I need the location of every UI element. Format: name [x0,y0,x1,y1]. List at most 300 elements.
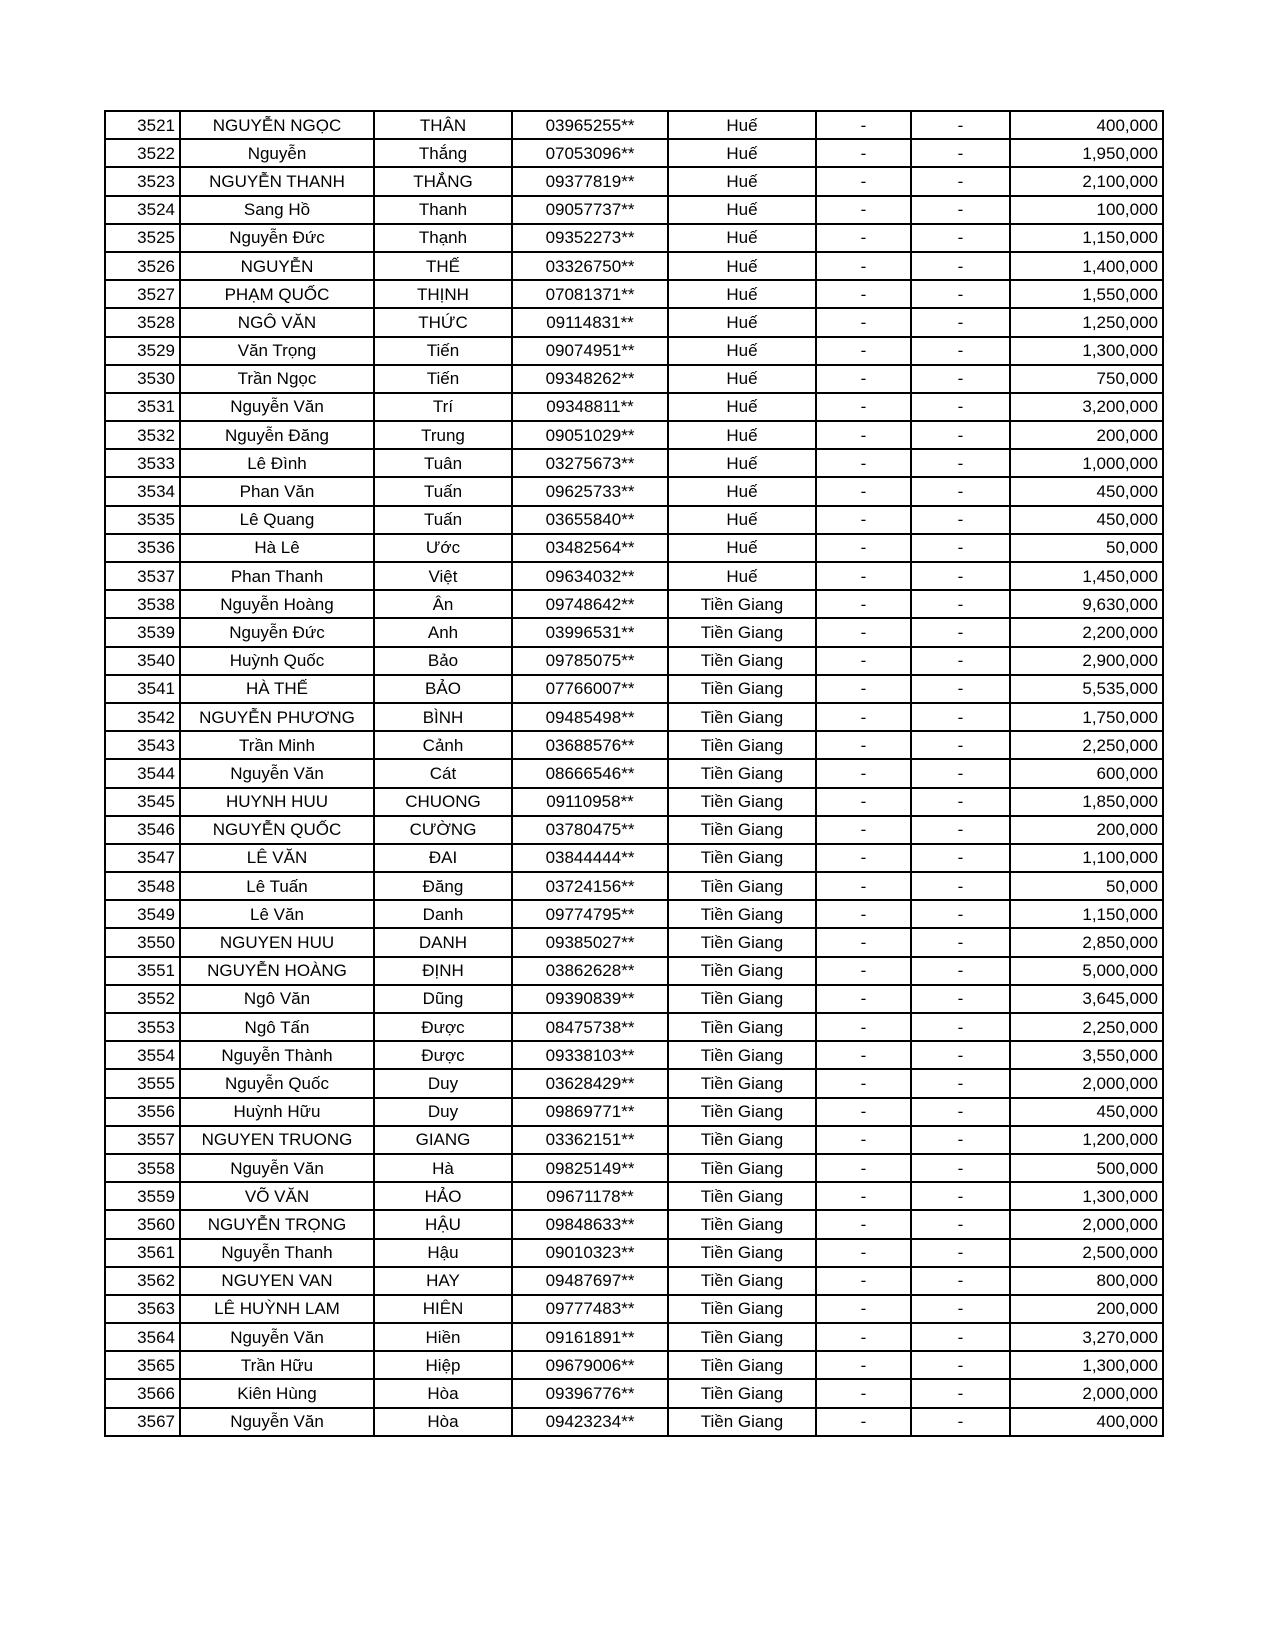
donor-list-table-body [105,111,1163,1436]
last-name-cell: BÌNH [374,703,512,731]
dash-column-1-cell: - [816,1069,911,1097]
province-cell: Tiền Giang [668,647,816,675]
province-cell: Huế [668,224,816,252]
amount-cell: 2,250,000 [1010,1013,1163,1041]
dash-column-1-cell: - [816,872,911,900]
phone-cell: 09114831** [512,308,668,336]
province-cell: Huế [668,252,816,280]
province-cell: Tiền Giang [668,675,816,703]
province-cell: Huế [668,337,816,365]
first-name-cell: Nguyễn Văn [180,393,374,421]
table-row [105,1126,1163,1154]
dash-column-2-cell: - [911,816,1010,844]
row-id-cell: 3535 [105,506,180,534]
province-cell: Huế [668,562,816,590]
phone-cell: 09390839** [512,985,668,1013]
row-id-cell: 3547 [105,844,180,872]
dash-column-1-cell: - [816,1154,911,1182]
table-row [105,1323,1163,1351]
amount-cell: 450,000 [1010,1098,1163,1126]
phone-cell: 09396776** [512,1379,668,1407]
dash-column-2-cell: - [911,731,1010,759]
row-id-cell: 3548 [105,872,180,900]
phone-cell: 09671178** [512,1182,668,1210]
amount-cell: 1,300,000 [1010,337,1163,365]
phone-cell: 03965255** [512,111,668,139]
dash-column-1-cell: - [816,844,911,872]
phone-cell: 09385027** [512,928,668,956]
table-row [105,731,1163,759]
dash-column-1-cell: - [816,196,911,224]
province-cell: Tiền Giang [668,1182,816,1210]
province-cell: Huế [668,506,816,534]
table-row [105,675,1163,703]
first-name-cell: Nguyễn Văn [180,1408,374,1436]
dash-column-2-cell: - [911,562,1010,590]
table-row [105,280,1163,308]
first-name-cell: Văn Trọng [180,337,374,365]
phone-cell: 09057737** [512,196,668,224]
amount-cell: 3,270,000 [1010,1323,1163,1351]
row-id-cell: 3541 [105,675,180,703]
amount-cell: 5,535,000 [1010,675,1163,703]
dash-column-1-cell: - [816,449,911,477]
last-name-cell: Bảo [374,647,512,675]
dash-column-2-cell: - [911,618,1010,646]
row-id-cell: 3565 [105,1351,180,1379]
first-name-cell: Nguyễn Thanh [180,1239,374,1267]
amount-cell: 1,750,000 [1010,703,1163,731]
row-id-cell: 3543 [105,731,180,759]
first-name-cell: NGUYỄN QUỐC [180,816,374,844]
amount-cell: 3,200,000 [1010,393,1163,421]
dash-column-1-cell: - [816,1351,911,1379]
dash-column-1-cell: - [816,675,911,703]
amount-cell: 2,000,000 [1010,1069,1163,1097]
table-row [105,1239,1163,1267]
row-id-cell: 3561 [105,1239,180,1267]
dash-column-1-cell: - [816,308,911,336]
first-name-cell: Phan Văn [180,477,374,505]
table-row [105,139,1163,167]
row-id-cell: 3540 [105,647,180,675]
first-name-cell: Lê Văn [180,900,374,928]
province-cell: Tiền Giang [668,1041,816,1069]
dash-column-1-cell: - [816,900,911,928]
dash-column-2-cell: - [911,1210,1010,1238]
table-row [105,308,1163,336]
last-name-cell: HIÊN [374,1295,512,1323]
row-id-cell: 3532 [105,421,180,449]
phone-cell: 09010323** [512,1239,668,1267]
amount-cell: 1,550,000 [1010,280,1163,308]
dash-column-2-cell: - [911,788,1010,816]
table-row [105,337,1163,365]
first-name-cell: Huỳnh Quốc [180,647,374,675]
table-row [105,759,1163,787]
phone-cell: 09869771** [512,1098,668,1126]
first-name-cell: NGUYỄN PHƯƠNG [180,703,374,731]
last-name-cell: THỨC [374,308,512,336]
first-name-cell: NGUYỄN [180,252,374,280]
province-cell: Tiền Giang [668,1069,816,1097]
last-name-cell: CƯỜNG [374,816,512,844]
dash-column-1-cell: - [816,957,911,985]
first-name-cell: Nguyễn Đức [180,224,374,252]
phone-cell: 09487697** [512,1267,668,1295]
amount-cell: 1,300,000 [1010,1351,1163,1379]
dash-column-1-cell: - [816,1239,911,1267]
province-cell: Tiền Giang [668,1379,816,1407]
dash-column-2-cell: - [911,506,1010,534]
dash-column-2-cell: - [911,844,1010,872]
last-name-cell: HAY [374,1267,512,1295]
dash-column-1-cell: - [816,928,911,956]
phone-cell: 07053096** [512,139,668,167]
phone-cell: 09377819** [512,167,668,195]
first-name-cell: Nguyễn Thành [180,1041,374,1069]
province-cell: Tiền Giang [668,900,816,928]
province-cell: Tiền Giang [668,618,816,646]
last-name-cell: ĐỊNH [374,957,512,985]
row-id-cell: 3566 [105,1379,180,1407]
last-name-cell: BẢO [374,675,512,703]
dash-column-2-cell: - [911,139,1010,167]
row-id-cell: 3567 [105,1408,180,1436]
table-row [105,1013,1163,1041]
amount-cell: 800,000 [1010,1267,1163,1295]
row-id-cell: 3552 [105,985,180,1013]
amount-cell: 2,500,000 [1010,1239,1163,1267]
table-row [105,1267,1163,1295]
table-row [105,900,1163,928]
first-name-cell: NGUYỄN TRỌNG [180,1210,374,1238]
amount-cell: 1,200,000 [1010,1126,1163,1154]
dash-column-1-cell: - [816,365,911,393]
phone-cell: 09051029** [512,421,668,449]
province-cell: Tiền Giang [668,928,816,956]
last-name-cell: Hiệp [374,1351,512,1379]
first-name-cell: NGUYEN VAN [180,1267,374,1295]
last-name-cell: Thanh [374,196,512,224]
last-name-cell: HẢO [374,1182,512,1210]
amount-cell: 5,000,000 [1010,957,1163,985]
first-name-cell: Kiên Hùng [180,1379,374,1407]
last-name-cell: Trung [374,421,512,449]
last-name-cell: Tuân [374,449,512,477]
row-id-cell: 3546 [105,816,180,844]
first-name-cell: Nguyễn Đức [180,618,374,646]
first-name-cell: Trần Ngọc [180,365,374,393]
table-row [105,703,1163,731]
amount-cell: 1,100,000 [1010,844,1163,872]
amount-cell: 200,000 [1010,421,1163,449]
province-cell: Tiền Giang [668,1351,816,1379]
amount-cell: 500,000 [1010,1154,1163,1182]
amount-cell: 200,000 [1010,816,1163,844]
dash-column-1-cell: - [816,1379,911,1407]
amount-cell: 750,000 [1010,365,1163,393]
dash-column-2-cell: - [911,477,1010,505]
last-name-cell: Việt [374,562,512,590]
table-row [105,167,1163,195]
amount-cell: 50,000 [1010,534,1163,562]
last-name-cell: Duy [374,1098,512,1126]
last-name-cell: ĐAI [374,844,512,872]
dash-column-1-cell: - [816,421,911,449]
phone-cell: 09074951** [512,337,668,365]
first-name-cell: Hà Lê [180,534,374,562]
row-id-cell: 3533 [105,449,180,477]
phone-cell: 09348262** [512,365,668,393]
province-cell: Huế [668,167,816,195]
dash-column-1-cell: - [816,562,911,590]
last-name-cell: Dũng [374,985,512,1013]
province-cell: Tiền Giang [668,1098,816,1126]
phone-cell: 09338103** [512,1041,668,1069]
table-row [105,1069,1163,1097]
phone-cell: 03862628** [512,957,668,985]
first-name-cell: Ngô Tấn [180,1013,374,1041]
table-row [105,393,1163,421]
first-name-cell: NGUYỄN NGỌC [180,111,374,139]
row-id-cell: 3551 [105,957,180,985]
table-row [105,928,1163,956]
first-name-cell: Sang Hồ [180,196,374,224]
province-cell: Huế [668,534,816,562]
phone-cell: 09485498** [512,703,668,731]
phone-cell: 07766007** [512,675,668,703]
dash-column-1-cell: - [816,224,911,252]
amount-cell: 9,630,000 [1010,590,1163,618]
row-id-cell: 3564 [105,1323,180,1351]
first-name-cell: VÕ VĂN [180,1182,374,1210]
dash-column-1-cell: - [816,816,911,844]
first-name-cell: Nguyễn Đăng [180,421,374,449]
dash-column-2-cell: - [911,675,1010,703]
last-name-cell: Tiến [374,365,512,393]
row-id-cell: 3525 [105,224,180,252]
amount-cell: 1,850,000 [1010,788,1163,816]
last-name-cell: HẬU [374,1210,512,1238]
row-id-cell: 3544 [105,759,180,787]
first-name-cell: Ngô Văn [180,985,374,1013]
first-name-cell: Lê Tuấn [180,872,374,900]
table-row [105,449,1163,477]
row-id-cell: 3562 [105,1267,180,1295]
first-name-cell: NGUYEN TRUONG [180,1126,374,1154]
table-row [105,534,1163,562]
dash-column-2-cell: - [911,1379,1010,1407]
phone-cell: 09161891** [512,1323,668,1351]
province-cell: Tiền Giang [668,1013,816,1041]
dash-column-1-cell: - [816,1267,911,1295]
row-id-cell: 3527 [105,280,180,308]
last-name-cell: THẮNG [374,167,512,195]
row-id-cell: 3554 [105,1041,180,1069]
dash-column-1-cell: - [816,1182,911,1210]
amount-cell: 2,000,000 [1010,1210,1163,1238]
row-id-cell: 3534 [105,477,180,505]
row-id-cell: 3550 [105,928,180,956]
province-cell: Tiền Giang [668,957,816,985]
phone-cell: 03688576** [512,731,668,759]
province-cell: Tiền Giang [668,816,816,844]
table-row [105,477,1163,505]
dash-column-1-cell: - [816,280,911,308]
first-name-cell: NGUYỄN HOÀNG [180,957,374,985]
phone-cell: 09423234** [512,1408,668,1436]
dash-column-2-cell: - [911,1041,1010,1069]
last-name-cell: Đăng [374,872,512,900]
phone-cell: 03844444** [512,844,668,872]
first-name-cell: Trần Minh [180,731,374,759]
amount-cell: 50,000 [1010,872,1163,900]
first-name-cell: HUYNH HUU [180,788,374,816]
table-row [105,647,1163,675]
table-row [105,196,1163,224]
province-cell: Tiền Giang [668,590,816,618]
dash-column-2-cell: - [911,957,1010,985]
last-name-cell: Hòa [374,1408,512,1436]
row-id-cell: 3528 [105,308,180,336]
dash-column-2-cell: - [911,872,1010,900]
amount-cell: 1,450,000 [1010,562,1163,590]
phone-cell: 09848633** [512,1210,668,1238]
dash-column-1-cell: - [816,1041,911,1069]
amount-cell: 2,900,000 [1010,647,1163,675]
first-name-cell: Nguyễn Hoàng [180,590,374,618]
province-cell: Tiền Giang [668,703,816,731]
table-row [105,618,1163,646]
province-cell: Huế [668,280,816,308]
amount-cell: 400,000 [1010,111,1163,139]
last-name-cell: THẾ [374,252,512,280]
first-name-cell: Lê Quang [180,506,374,534]
province-cell: Tiền Giang [668,1126,816,1154]
first-name-cell: Lê Đình [180,449,374,477]
amount-cell: 1,250,000 [1010,308,1163,336]
dash-column-2-cell: - [911,928,1010,956]
row-id-cell: 3553 [105,1013,180,1041]
phone-cell: 09774795** [512,900,668,928]
dash-column-2-cell: - [911,1154,1010,1182]
table-row [105,1098,1163,1126]
amount-cell: 2,250,000 [1010,731,1163,759]
row-id-cell: 3542 [105,703,180,731]
row-id-cell: 3537 [105,562,180,590]
amount-cell: 1,150,000 [1010,224,1163,252]
province-cell: Huế [668,421,816,449]
dash-column-2-cell: - [911,337,1010,365]
last-name-cell: Ước [374,534,512,562]
row-id-cell: 3521 [105,111,180,139]
phone-cell: 09634032** [512,562,668,590]
dash-column-2-cell: - [911,1239,1010,1267]
phone-cell: 07081371** [512,280,668,308]
dash-column-1-cell: - [816,618,911,646]
last-name-cell: Hậu [374,1239,512,1267]
amount-cell: 2,000,000 [1010,1379,1163,1407]
amount-cell: 2,200,000 [1010,618,1163,646]
phone-cell: 09625733** [512,477,668,505]
dash-column-2-cell: - [911,703,1010,731]
phone-cell: 03780475** [512,816,668,844]
table-row [105,1379,1163,1407]
dash-column-1-cell: - [816,252,911,280]
amount-cell: 1,400,000 [1010,252,1163,280]
row-id-cell: 3531 [105,393,180,421]
last-name-cell: Thắng [374,139,512,167]
phone-cell: 09348811** [512,393,668,421]
table-row [105,1041,1163,1069]
first-name-cell: NGÔ VĂN [180,308,374,336]
dash-column-1-cell: - [816,477,911,505]
province-cell: Huế [668,196,816,224]
province-cell: Tiền Giang [668,1295,816,1323]
amount-cell: 3,645,000 [1010,985,1163,1013]
dash-column-1-cell: - [816,393,911,421]
dash-column-2-cell: - [911,985,1010,1013]
dash-column-2-cell: - [911,1323,1010,1351]
phone-cell: 09110958** [512,788,668,816]
table-row [105,1210,1163,1238]
province-cell: Huế [668,365,816,393]
province-cell: Tiền Giang [668,1408,816,1436]
dash-column-2-cell: - [911,449,1010,477]
dash-column-2-cell: - [911,167,1010,195]
table-row [105,872,1163,900]
row-id-cell: 3556 [105,1098,180,1126]
province-cell: Tiền Giang [668,872,816,900]
table-row [105,111,1163,139]
dash-column-2-cell: - [911,196,1010,224]
last-name-cell: Cát [374,759,512,787]
row-id-cell: 3558 [105,1154,180,1182]
last-name-cell: Hà [374,1154,512,1182]
province-cell: Tiền Giang [668,759,816,787]
table-row [105,590,1163,618]
dash-column-2-cell: - [911,1267,1010,1295]
table-row [105,421,1163,449]
dash-column-1-cell: - [816,506,911,534]
row-id-cell: 3559 [105,1182,180,1210]
row-id-cell: 3529 [105,337,180,365]
row-id-cell: 3522 [105,139,180,167]
dash-column-2-cell: - [911,365,1010,393]
row-id-cell: 3563 [105,1295,180,1323]
dash-column-2-cell: - [911,224,1010,252]
last-name-cell: THÂN [374,111,512,139]
first-name-cell: LÊ HUỲNH LAM [180,1295,374,1323]
dash-column-1-cell: - [816,1210,911,1238]
dash-column-1-cell: - [816,731,911,759]
table-row [105,506,1163,534]
phone-cell: 09825149** [512,1154,668,1182]
first-name-cell: Nguyễn [180,139,374,167]
table-row [105,816,1163,844]
table-row [105,957,1163,985]
phone-cell: 09352273** [512,224,668,252]
first-name-cell: NGUYỄN THANH [180,167,374,195]
last-name-cell: Danh [374,900,512,928]
phone-cell: 03326750** [512,252,668,280]
province-cell: Huế [668,477,816,505]
row-id-cell: 3557 [105,1126,180,1154]
last-name-cell: THỊNH [374,280,512,308]
last-name-cell: Tiến [374,337,512,365]
table-row [105,985,1163,1013]
